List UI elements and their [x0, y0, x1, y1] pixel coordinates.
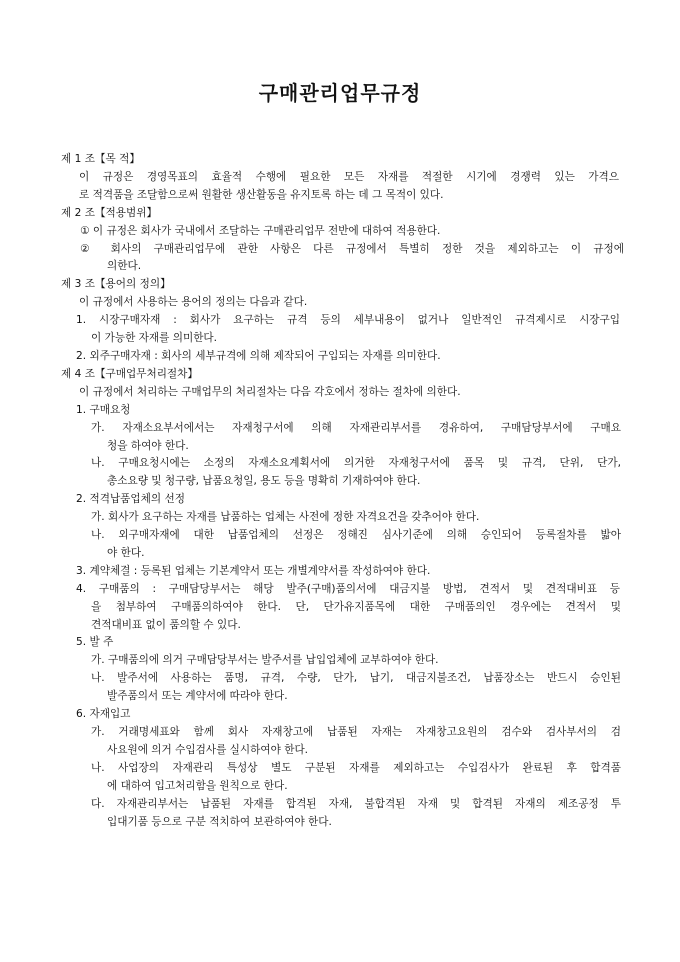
article-4-heading: 제 4 조【구매업무처리절차】	[61, 367, 198, 380]
article-3-item-1-cont: 이 가능한 자재를 의미한다.	[91, 332, 218, 345]
article-4-item-6-sub-na-cont: 에 대하여 입고처리함을 원칙으로 한다.	[107, 779, 288, 792]
article-4-item-6-sub-ga-cont: 사요원에 의거 수입검사를 실시하여야 한다.	[107, 743, 309, 756]
article-4-item-6-sub-ga: 가. 거래명세표와 함께 회사 자재창고에 납품된 자재는 자재창고요원의 검수와 검사부서의 검	[91, 726, 621, 738]
article-2-clause-2: ② 회사의 구매관리업무에 관한 사항은 다른 규정에서 특별히 정한 것을 제외하고는 이 규정에	[80, 242, 624, 255]
article-3-heading: 제 3 조【용어의 정의】	[61, 278, 171, 291]
article-4-item-2-sub-ga: 가. 회사가 요구하는 자재를 납품하는 업체는 사전에 정한 자격요건을 갖추어야 한다.	[91, 511, 480, 524]
article-3-item-1: 1. 시장구매자재 : 회사가 요구하는 규격 등의 세부내용이 없거나 일반적인 규격제시로 시장구입	[76, 314, 620, 327]
article-4-item-6: 6. 자재입고	[76, 708, 131, 721]
article-4-item-5: 5. 발 주	[76, 636, 114, 649]
article-4-item-4-cont: 을 첨부하여 구매품의하여야 한다. 단, 단가유지품목에 대한 구매품의인 경우에는 견적서 및	[91, 600, 621, 613]
document-body	[0, 151, 680, 831]
article-1-text-line: 이 규정은 경영목표의 효율적 수행에 필요한 모든 자재를 적절한 시기에 경쟁력 있는 가격으	[79, 170, 619, 183]
article-4-item-5-sub-na: 나. 발주서에 사용하는 품명, 규격, 수량, 단가, 납기, 대금지불조건, 납품장소는 반드시 승인된	[91, 672, 621, 685]
article-4-item-1-sub-ga: 가. 자재소요부서에서는 자재청구서에 의해 자재관리부서를 경유하여, 구매담당부서에 구매요	[91, 421, 621, 434]
article-4-item-1-sub-ga-cont: 청을 하여야 한다.	[107, 439, 189, 452]
article-3-intro: 이 규정에서 사용하는 용어의 정의는 다음과 같다.	[79, 296, 308, 309]
article-2-heading: 제 2 조【적용범위】	[61, 206, 158, 219]
article-4-item-1-sub-na: 나. 구매요청시에는 소정의 자재소요계획서에 의거한 자재청구서에 품목 및 규격, 단위, 단가,	[91, 457, 621, 470]
article-4-item-6-sub-na: 나. 사업장의 자재관리 특성상 별도 구분된 자재를 제외하고는 수입검사가 완료된 후 합격품	[91, 761, 621, 774]
article-4-item-1-sub-na-cont: 총소요량 및 청구량, 납품요청일, 용도 등을 명확히 기재하여야 한다.	[107, 475, 421, 488]
article-4-item-3: 3. 계약체결 : 등록된 업체는 기본계약서 또는 개별계약서를 작성하여야 한다.	[76, 564, 431, 577]
article-1-heading: 제 1 조【목 적】	[61, 153, 140, 165]
article-2-clause-2-cont: 의한다.	[107, 260, 142, 273]
document-title: 구매관리업무규정	[258, 81, 422, 105]
article-4-item-6-sub-da: 다. 자재관리부서는 납품된 자재를 합격된 자재, 불합격된 자재 및 합격된 자재의 제조공정 투	[91, 797, 621, 810]
article-4-item-5-sub-ga: 가. 구매품의에 의거 구매담당부서는 발주서를 납입업체에 교부하여야 한다.	[91, 654, 439, 667]
article-4-item-6-sub-da-cont: 입대기품 등으로 구분 적치하여 보관하여야 한다.	[107, 815, 332, 828]
article-4-intro: 이 규정에서 처리하는 구매업무의 처리절차는 다음 각호에서 정하는 절차에 의한다.	[79, 385, 461, 398]
article-4-item-2-sub-na-cont: 야 한다.	[107, 546, 145, 559]
article-4-item-2-sub-na: 나. 외구매자재에 대한 납품업체의 선정은 정해진 심사기준에 의해 승인되어 등록절차를 밟아	[91, 529, 621, 542]
article-4-item-2: 2. 적격납품업체의 선정	[76, 493, 185, 506]
article-4-item-5-sub-na-cont: 발주품의서 또는 계약서에 따라야 한다.	[107, 690, 288, 703]
article-3-item-2: 2. 외주구매자재 : 회사의 세부규격에 의해 제작되어 구입되는 자재를 의미한다.	[76, 349, 441, 362]
article-4-item-4: 4. 구매품의 : 구매담당부서는 해당 발주(구매)품의서에 대금지불 방법, 견적서 및 견적대비표 등	[76, 582, 620, 595]
article-2-clause-1: ① 이 규정은 회사가 국내에서 조달하는 구매관리업무 전반에 대하여 적용한다.	[80, 224, 441, 237]
article-4-item-4-cont: 견적대비표 없이 품의할 수 있다.	[91, 618, 241, 631]
article-4-item-1: 1. 구매요청	[76, 403, 131, 416]
article-1-text-line: 로 적격품을 조달함으로써 원활한 생산활동을 유지토록 하는 데 그 목적이 있다.	[79, 188, 444, 201]
